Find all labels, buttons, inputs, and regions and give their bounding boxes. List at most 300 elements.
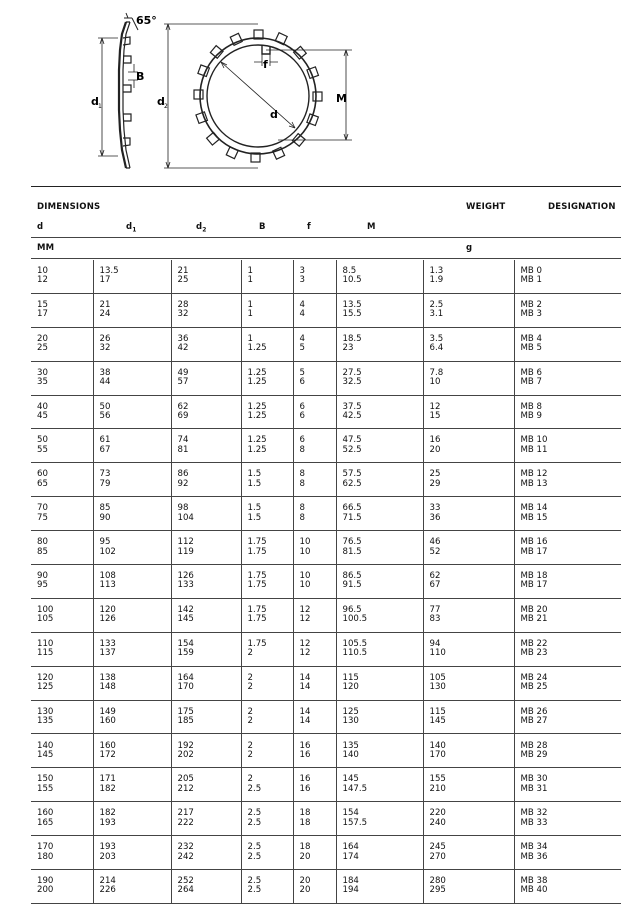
table-row bbox=[31, 565, 621, 599]
cell-value: MB 10 bbox=[520, 435, 548, 446]
cell-value: MB 17 bbox=[520, 580, 548, 591]
cell-value: 57 bbox=[177, 377, 189, 388]
cell-value: 160 bbox=[99, 740, 116, 751]
cell-f bbox=[293, 666, 336, 700]
cell-f bbox=[293, 734, 336, 768]
cell-value: 76.5 bbox=[342, 537, 362, 548]
cell-f bbox=[293, 632, 336, 666]
cell-value: 24 bbox=[99, 309, 111, 320]
cell-value: 32 bbox=[99, 343, 111, 354]
cell-value: 164 bbox=[177, 672, 194, 683]
cell-value: 240 bbox=[429, 817, 446, 828]
cell-value: 17 bbox=[37, 309, 48, 320]
cell-value: 13.5 bbox=[99, 266, 119, 277]
cell-d1 bbox=[93, 768, 171, 802]
cell-value: 193 bbox=[99, 842, 116, 853]
cell-d bbox=[31, 768, 93, 802]
cell-value: 83 bbox=[429, 614, 441, 625]
table-row bbox=[31, 327, 621, 361]
cell-value: 217 bbox=[177, 808, 194, 819]
cell-f bbox=[293, 598, 336, 632]
cell-value: 81.5 bbox=[342, 546, 362, 557]
cell-value: 1 bbox=[247, 333, 253, 344]
cell-weight bbox=[423, 463, 514, 497]
cell-value: 150 bbox=[37, 774, 54, 785]
cell-m bbox=[336, 700, 423, 734]
cell-d1 bbox=[93, 531, 171, 565]
cell-value: MB 22 bbox=[520, 638, 548, 649]
cell-value: MB 40 bbox=[520, 885, 548, 896]
cell-weight bbox=[423, 565, 514, 599]
cell-value: 264 bbox=[177, 885, 194, 896]
cell-value: 69 bbox=[177, 411, 189, 421]
cell-value: 10 bbox=[299, 571, 311, 582]
cell-value: 2 bbox=[247, 774, 253, 785]
cell-d2 bbox=[171, 395, 241, 429]
cell-value: 81 bbox=[177, 444, 189, 455]
cell-value: 4 bbox=[299, 333, 305, 344]
cell-value: 12 bbox=[299, 648, 311, 659]
cell-value: 105 bbox=[37, 614, 54, 625]
cell-value: 46 bbox=[429, 537, 441, 548]
cell-value: 193 bbox=[99, 817, 116, 828]
cell-value: 115 bbox=[429, 706, 446, 717]
lock-washer-drawing bbox=[88, 10, 368, 180]
cell-value: 60 bbox=[37, 469, 48, 480]
cell-weight bbox=[423, 836, 514, 870]
cell-value: 200 bbox=[37, 885, 54, 896]
cell-value: 212 bbox=[177, 783, 194, 794]
b-label: B bbox=[136, 70, 145, 83]
cell-value: MB 21 bbox=[520, 614, 548, 625]
cell-value: 2 bbox=[247, 716, 253, 727]
cell-f bbox=[293, 700, 336, 734]
cell-value: 2.5 bbox=[247, 876, 262, 887]
cell-weight bbox=[423, 734, 514, 768]
cell-value: MB 2 bbox=[520, 299, 543, 310]
cell-value: 222 bbox=[177, 817, 194, 828]
cell-value: 105.5 bbox=[342, 638, 368, 649]
cell-weight bbox=[423, 327, 514, 361]
cell-value: 18 bbox=[299, 842, 311, 853]
cell-d bbox=[31, 293, 93, 327]
cell-b bbox=[241, 802, 293, 836]
cell-d bbox=[31, 429, 93, 463]
cell-weight bbox=[423, 666, 514, 700]
cell-value: 50 bbox=[37, 435, 48, 446]
cell-value: 1.25 bbox=[247, 367, 267, 378]
cell-designation bbox=[514, 632, 621, 666]
cell-value: 2.5 bbox=[247, 885, 262, 896]
cell-value: 25 bbox=[37, 343, 48, 354]
cell-value: 5 bbox=[299, 343, 305, 354]
cell-b bbox=[241, 293, 293, 327]
cell-value: 280 bbox=[429, 876, 446, 887]
cell-weight bbox=[423, 870, 514, 904]
cell-value: 4 bbox=[299, 309, 305, 320]
cell-weight bbox=[423, 293, 514, 327]
cell-value: 92 bbox=[177, 478, 189, 489]
cell-value: 20 bbox=[299, 851, 311, 862]
table-row bbox=[31, 395, 621, 429]
cell-value: 85 bbox=[99, 503, 111, 514]
cell-value: 6 bbox=[299, 401, 305, 412]
cell-m bbox=[336, 836, 423, 870]
table-row bbox=[31, 836, 621, 870]
cell-value: 1.5 bbox=[247, 503, 262, 514]
cell-f bbox=[293, 293, 336, 327]
cell-value: 100 bbox=[37, 604, 54, 615]
cell-weight bbox=[423, 768, 514, 802]
cell-d2 bbox=[171, 497, 241, 531]
cell-value: 1.9 bbox=[429, 275, 444, 286]
cell-b bbox=[241, 734, 293, 768]
cell-value: 160 bbox=[99, 716, 116, 727]
table-row bbox=[31, 632, 621, 666]
units-rule bbox=[31, 258, 621, 259]
cell-value: 33 bbox=[429, 503, 441, 514]
cell-value: 126 bbox=[99, 614, 116, 625]
cell-b bbox=[241, 666, 293, 700]
cell-value: 16 bbox=[299, 749, 311, 760]
cell-value: MB 25 bbox=[520, 682, 548, 693]
cell-designation bbox=[514, 870, 621, 904]
cell-value: MB 6 bbox=[520, 367, 543, 378]
cell-designation bbox=[514, 836, 621, 870]
cell-value: 7.8 bbox=[429, 367, 444, 378]
cell-value: 40 bbox=[37, 401, 48, 412]
cell-b bbox=[241, 463, 293, 497]
d1-label: d bbox=[91, 95, 99, 108]
cell-value: 154 bbox=[177, 638, 194, 649]
cell-d2 bbox=[171, 768, 241, 802]
cell-value: 170 bbox=[37, 842, 54, 853]
col-header-d2-sub: 2 bbox=[202, 226, 207, 234]
cell-value: MB 23 bbox=[520, 648, 548, 659]
cell-d1 bbox=[93, 463, 171, 497]
cell-value: 2.5 bbox=[247, 851, 262, 862]
cell-value: 2.5 bbox=[247, 808, 262, 819]
cell-value: 20 bbox=[429, 444, 441, 455]
cell-d1 bbox=[93, 632, 171, 666]
cell-value: 171 bbox=[99, 774, 116, 785]
cell-d2 bbox=[171, 836, 241, 870]
cell-d2 bbox=[171, 463, 241, 497]
cell-value: 52 bbox=[429, 546, 441, 557]
m-label: M bbox=[336, 92, 347, 105]
cell-d bbox=[31, 361, 93, 395]
cell-b bbox=[241, 260, 293, 293]
cell-weight bbox=[423, 429, 514, 463]
cell-value: 27.5 bbox=[342, 367, 362, 378]
diameter-d-label: d bbox=[270, 108, 278, 121]
cell-value: 30 bbox=[37, 367, 48, 378]
cell-value: 130 bbox=[429, 682, 446, 693]
cell-value: 226 bbox=[99, 885, 116, 896]
cell-weight bbox=[423, 802, 514, 836]
cell-value: 115 bbox=[342, 672, 359, 683]
cell-value: MB 4 bbox=[520, 333, 543, 344]
table-row bbox=[31, 531, 621, 565]
cell-value: 32 bbox=[177, 309, 189, 320]
cell-value: 120 bbox=[342, 682, 359, 693]
col-header-d: d bbox=[37, 222, 44, 232]
cell-value: 70 bbox=[37, 503, 48, 514]
cell-value: 25 bbox=[177, 275, 189, 286]
cell-d2 bbox=[171, 700, 241, 734]
cell-b bbox=[241, 327, 293, 361]
unit-mm: MM bbox=[37, 243, 55, 253]
cell-b bbox=[241, 565, 293, 599]
cell-value: 2 bbox=[247, 706, 253, 717]
cell-value: 29 bbox=[429, 478, 441, 489]
cell-value: 113 bbox=[99, 580, 116, 591]
cell-value: 102 bbox=[99, 546, 116, 557]
cell-d1 bbox=[93, 598, 171, 632]
cell-value: 14 bbox=[299, 672, 311, 683]
cell-value: 110 bbox=[429, 648, 446, 659]
cell-value: 13.5 bbox=[342, 299, 362, 310]
cell-designation bbox=[514, 497, 621, 531]
col-header-b: B bbox=[259, 222, 266, 232]
cell-value: 147.5 bbox=[342, 783, 368, 794]
cell-f bbox=[293, 836, 336, 870]
cell-value: 160 bbox=[37, 808, 54, 819]
cell-value: 149 bbox=[99, 706, 116, 717]
cell-weight bbox=[423, 260, 514, 293]
cell-designation bbox=[514, 361, 621, 395]
cell-value: 1.25 bbox=[247, 377, 267, 388]
cell-value: 44 bbox=[99, 377, 111, 388]
cell-value: 145 bbox=[342, 774, 359, 785]
cell-value: 2 bbox=[247, 682, 253, 693]
cell-value: 45 bbox=[37, 411, 48, 421]
cell-value: 35 bbox=[37, 377, 48, 388]
cell-value: MB 16 bbox=[520, 537, 548, 548]
cell-value: 8 bbox=[299, 503, 305, 514]
cell-value: 100.5 bbox=[342, 614, 368, 625]
cell-value: 120 bbox=[99, 604, 116, 615]
cell-d bbox=[31, 463, 93, 497]
cell-value: 94 bbox=[429, 638, 441, 649]
cell-value: 3 bbox=[299, 275, 305, 286]
cell-value: 4 bbox=[299, 299, 305, 310]
cell-value: 73 bbox=[99, 469, 111, 480]
cell-value: 2.5 bbox=[247, 842, 262, 853]
cell-designation bbox=[514, 802, 621, 836]
cell-value: 79 bbox=[99, 478, 111, 489]
cell-value: 157.5 bbox=[342, 817, 368, 828]
cell-designation bbox=[514, 395, 621, 429]
cell-value: 62 bbox=[429, 571, 441, 582]
cell-value: 145 bbox=[37, 749, 54, 760]
cell-value: 12 bbox=[429, 401, 441, 412]
cell-m bbox=[336, 327, 423, 361]
table-row bbox=[31, 293, 621, 327]
cell-value: 66.5 bbox=[342, 503, 362, 514]
cell-value: 220 bbox=[429, 808, 446, 819]
cell-value: 50 bbox=[99, 401, 111, 412]
col-header-d2 bbox=[196, 222, 207, 234]
cell-m bbox=[336, 632, 423, 666]
cell-d2 bbox=[171, 598, 241, 632]
cell-m bbox=[336, 870, 423, 904]
cell-value: MB 5 bbox=[520, 343, 543, 354]
cell-value: MB 3 bbox=[520, 309, 543, 320]
cell-b bbox=[241, 870, 293, 904]
cell-designation bbox=[514, 734, 621, 768]
table-row bbox=[31, 734, 621, 768]
cell-value: 61 bbox=[99, 435, 111, 446]
cell-value: 3.1 bbox=[429, 309, 444, 320]
cell-m bbox=[336, 429, 423, 463]
cell-value: 6 bbox=[299, 411, 305, 421]
cell-d1 bbox=[93, 870, 171, 904]
cell-value: 138 bbox=[99, 672, 116, 683]
cell-value: 108 bbox=[99, 571, 116, 582]
cell-value: 10 bbox=[299, 580, 311, 591]
cell-value: MB 0 bbox=[520, 266, 543, 277]
cell-designation bbox=[514, 327, 621, 361]
cell-value: 37.5 bbox=[342, 401, 362, 412]
cell-designation bbox=[514, 768, 621, 802]
cell-b bbox=[241, 395, 293, 429]
cell-value: 182 bbox=[99, 783, 116, 794]
cell-value: 115 bbox=[37, 648, 54, 659]
cell-value: 6.4 bbox=[429, 343, 444, 354]
cell-value: MB 27 bbox=[520, 716, 548, 727]
cell-d2 bbox=[171, 666, 241, 700]
cell-d bbox=[31, 700, 93, 734]
cell-d bbox=[31, 836, 93, 870]
cell-value: 1.75 bbox=[247, 638, 267, 649]
cell-b bbox=[241, 531, 293, 565]
table-row bbox=[31, 802, 621, 836]
cell-weight bbox=[423, 700, 514, 734]
cell-d1 bbox=[93, 395, 171, 429]
cell-value: 55 bbox=[37, 444, 48, 455]
cell-d1 bbox=[93, 836, 171, 870]
cell-value: 49 bbox=[177, 367, 189, 378]
cell-value: 8 bbox=[299, 444, 305, 455]
cell-value: 202 bbox=[177, 749, 194, 760]
cell-d bbox=[31, 395, 93, 429]
cell-f bbox=[293, 802, 336, 836]
cell-f bbox=[293, 497, 336, 531]
cell-value: 10 bbox=[299, 546, 311, 557]
cell-value: MB 32 bbox=[520, 808, 548, 819]
cell-value: 295 bbox=[429, 885, 446, 896]
cell-value: 98 bbox=[177, 503, 189, 514]
cell-value: 192 bbox=[177, 740, 194, 751]
cell-value: 1.75 bbox=[247, 604, 267, 615]
cell-d bbox=[31, 870, 93, 904]
cell-m bbox=[336, 395, 423, 429]
cell-d2 bbox=[171, 429, 241, 463]
cell-b bbox=[241, 632, 293, 666]
cell-value: 185 bbox=[177, 716, 194, 727]
cell-value: MB 11 bbox=[520, 444, 548, 455]
cell-value: 90 bbox=[99, 512, 111, 523]
cell-value: 104 bbox=[177, 512, 194, 523]
cell-value: 86.5 bbox=[342, 571, 362, 582]
cell-value: 18 bbox=[299, 817, 311, 828]
cell-value: 8 bbox=[299, 512, 305, 523]
cell-value: 110.5 bbox=[342, 648, 368, 659]
cell-value: 155 bbox=[37, 783, 54, 794]
table-body bbox=[31, 260, 621, 903]
cell-value: 71.5 bbox=[342, 512, 362, 523]
cell-d1 bbox=[93, 734, 171, 768]
cell-value: 1.75 bbox=[247, 537, 267, 548]
cell-weight bbox=[423, 361, 514, 395]
cell-value: 1.5 bbox=[247, 478, 262, 489]
cell-designation bbox=[514, 429, 621, 463]
cell-value: MB 30 bbox=[520, 774, 548, 785]
cell-value: 170 bbox=[429, 749, 446, 760]
cell-value: 18 bbox=[299, 808, 311, 819]
cell-weight bbox=[423, 632, 514, 666]
cell-value: 15.5 bbox=[342, 309, 362, 320]
cell-value: 5 bbox=[299, 367, 305, 378]
cell-d bbox=[31, 734, 93, 768]
table-row bbox=[31, 598, 621, 632]
cell-value: 20 bbox=[299, 876, 311, 887]
cell-m bbox=[336, 768, 423, 802]
cell-value: MB 7 bbox=[520, 377, 543, 388]
table-row bbox=[31, 768, 621, 802]
cell-value: 16 bbox=[299, 774, 311, 785]
cell-value: 96.5 bbox=[342, 604, 362, 615]
cell-value: 1.75 bbox=[247, 571, 267, 582]
cell-value: 172 bbox=[99, 749, 116, 760]
cell-value: MB 9 bbox=[520, 411, 543, 421]
cell-value: 140 bbox=[429, 740, 446, 751]
cell-value: 105 bbox=[429, 672, 446, 683]
cell-d1 bbox=[93, 327, 171, 361]
cell-value: 10.5 bbox=[342, 275, 362, 286]
cell-value: 190 bbox=[37, 876, 54, 887]
cell-m bbox=[336, 463, 423, 497]
cell-value: 23 bbox=[342, 343, 354, 354]
cell-d1 bbox=[93, 565, 171, 599]
cell-value: MB 34 bbox=[520, 842, 548, 853]
cell-value: 57.5 bbox=[342, 469, 362, 480]
cell-d bbox=[31, 802, 93, 836]
cell-value: MB 8 bbox=[520, 401, 543, 412]
cell-value: 135 bbox=[342, 740, 359, 751]
cell-value: 130 bbox=[342, 716, 359, 727]
cell-value: 91.5 bbox=[342, 580, 362, 591]
cell-f bbox=[293, 870, 336, 904]
cell-value: 1.5 bbox=[247, 469, 262, 480]
cell-value: 145 bbox=[429, 716, 446, 727]
cell-value: 184 bbox=[342, 876, 359, 887]
cell-value: 252 bbox=[177, 876, 194, 887]
cell-value: 210 bbox=[429, 783, 446, 794]
cell-value: 170 bbox=[177, 682, 194, 693]
cell-value: 10 bbox=[429, 377, 441, 388]
col-header-f: f bbox=[307, 222, 311, 232]
cell-d bbox=[31, 632, 93, 666]
cell-value: 67 bbox=[429, 580, 441, 591]
cell-value: 8.5 bbox=[342, 266, 357, 277]
cell-value: 1.25 bbox=[247, 343, 267, 354]
cell-d bbox=[31, 598, 93, 632]
cell-value: 6 bbox=[299, 435, 305, 446]
cell-value: 14 bbox=[299, 716, 311, 727]
cell-m bbox=[336, 598, 423, 632]
